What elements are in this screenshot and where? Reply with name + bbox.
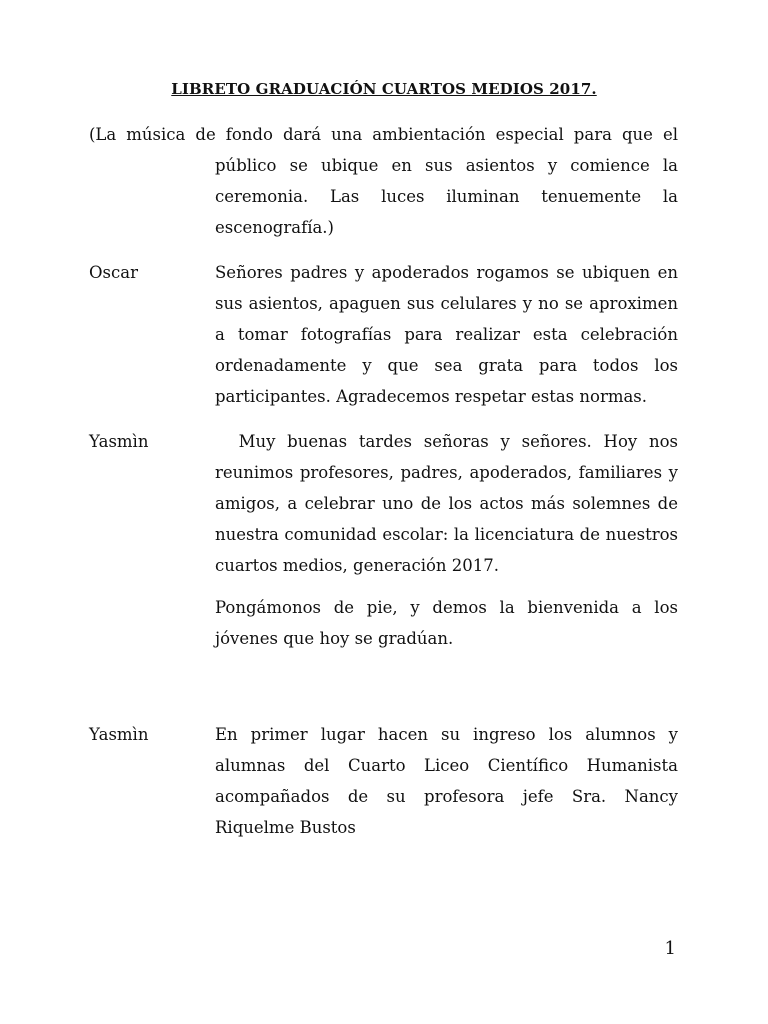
- script-entry: [89, 426, 684, 654]
- speaker-name: Yasmìn: [89, 725, 149, 744]
- speaker-text: [215, 257, 678, 412]
- speaker-text: [215, 426, 684, 654]
- speaker-name: Oscar: [89, 263, 138, 282]
- dialogue-paragraph: Pongámonos de pie, y demos la bienvenida a los jóvenes que hoy se gradúan.: [215, 598, 678, 648]
- opening-stage-direction: (La música de fondo dará una ambientación especial para que el público se ubique en sus asientos y comience la ceremonia. Las luces iluminan tenuemente la escenografía.): [89, 125, 678, 237]
- dialogue-paragraph: En primer lugar hacen su ingreso los alumnos y alumnas del Cuarto Liceo Científico Humanista acompañados de su profesora jefe Sra. Nancy Riquelme Bustos: [215, 725, 678, 837]
- dialogue-paragraph: Señores padres y apoderados rogamos se ubiquen en sus asientos, apaguen sus celulares y no se aproximen a tomar fotografías para realizar esta celebración ordenadamente y que sea grata para todos los participantes. Agradecemos respetar estas normas.: [215, 263, 678, 406]
- page-number: 1: [664, 938, 676, 959]
- script-entry: [89, 719, 678, 843]
- speaker-name: Yasmìn: [89, 432, 149, 451]
- speaker-text: [215, 719, 678, 843]
- script-entry: [89, 257, 678, 412]
- dialogue-paragraph: Muy buenas tardes señoras y señores. Hoy nos reunimos profesores, padres, apoderados, familiares y amigos, a celebrar uno de los actos más solemnes de nuestra comunidad escolar: la licenciatura de nuestros cuartos medios, generación 2017.: [215, 432, 684, 575]
- document-title: LIBRETO GRADUACIÓN CUARTOS MEDIOS 2017.: [171, 80, 597, 98]
